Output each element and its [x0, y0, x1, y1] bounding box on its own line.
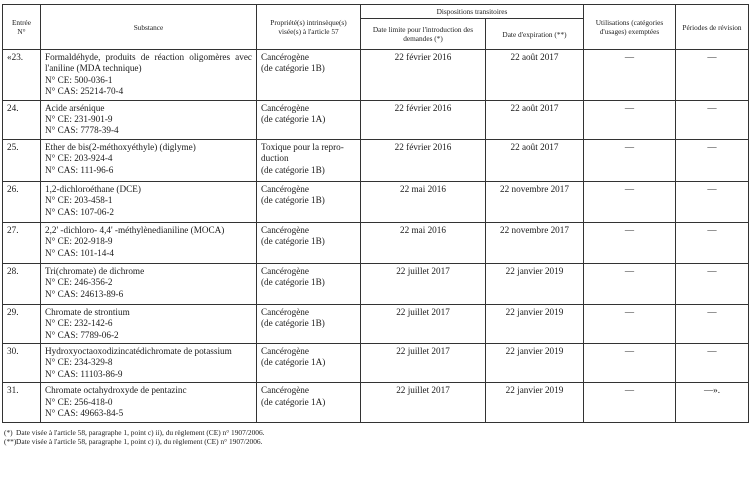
property-line: (de catégorie 1B) — [261, 318, 325, 329]
substance-cell — [41, 263, 257, 304]
review-period-cell: — — [676, 139, 749, 181]
annex-document — [2, 4, 748, 446]
entry-number-cell: 31. — [3, 383, 41, 422]
footnote-text: Date visée à l'article 58, paragraphe 1, point c) i), du règlement (CE) n° 1907/2006. — [16, 436, 263, 446]
sunset-date-cell: 22 août 2017 — [486, 100, 584, 139]
header-review-periods: Périodes de révision — [676, 5, 749, 50]
header-transitional: Dispositions transitoires — [361, 5, 584, 19]
substance-line: N° CE: 232-142-6 — [45, 318, 113, 329]
property-line: (de catégorie 1B) — [261, 164, 325, 175]
substance-line: N° CAS: 101-14-4 — [45, 247, 115, 258]
property-cell — [257, 139, 361, 181]
substance-line: N° CE: 500-036-1 — [45, 74, 113, 85]
review-period-cell: — — [676, 304, 749, 343]
application-date-cell: 22 juillet 2017 — [361, 344, 486, 383]
property-cell — [257, 344, 361, 383]
exempted-uses-cell: — — [584, 100, 676, 139]
entry-number-cell: 28. — [3, 263, 41, 304]
table-row — [3, 304, 749, 343]
table-body — [3, 50, 749, 423]
property-line: (de catégorie 1A) — [261, 114, 326, 125]
substance-line: N° CE: 202-918-9 — [45, 236, 113, 247]
property-line: (de catégorie 1B) — [261, 63, 325, 74]
header-row-top — [3, 5, 749, 19]
footnote-mark: (*) — [4, 427, 13, 437]
application-date-cell: 22 juillet 2017 — [361, 304, 486, 343]
substance-line: N° CAS: 7778-39-4 — [45, 125, 119, 136]
review-period-cell: —». — [676, 383, 749, 422]
substance-line: N° CAS: 7789-06-2 — [45, 329, 119, 340]
entry-number-cell: «23. — [3, 50, 41, 101]
footnote-mark: (**) — [4, 436, 17, 446]
exempted-uses-cell: — — [584, 222, 676, 263]
substance-line: N° CAS: 25214-70-4 — [45, 86, 124, 97]
exempted-uses-cell: — — [584, 383, 676, 422]
property-cell — [257, 304, 361, 343]
review-period-cell: — — [676, 222, 749, 263]
substance-line: N° CE: 246-356-2 — [45, 277, 113, 288]
property-cell — [257, 181, 361, 222]
substance-cell — [41, 100, 257, 139]
property-line: Cancérogène — [261, 265, 309, 276]
property-line: (de catégorie 1B) — [261, 236, 325, 247]
footnote-text: Date visée à l'article 58, paragraphe 1, point c) ii), du règlement (CE) n° 1907/2006. — [16, 427, 265, 437]
substance-line: Formaldéhyde, produits de réaction oligomères avec l'aniline (MDA technique) — [45, 52, 252, 74]
substance-line: Chromate octahydroxyde de pentazinc — [45, 385, 187, 396]
application-date-cell: 22 mai 2016 — [361, 222, 486, 263]
sunset-date-cell: 22 janvier 2019 — [486, 304, 584, 343]
substance-line: N° CAS: 107-06-2 — [45, 206, 115, 217]
application-date-cell: 22 février 2016 — [361, 139, 486, 181]
substance-cell — [41, 181, 257, 222]
substance-cell — [41, 50, 257, 101]
property-cell — [257, 50, 361, 101]
property-line: (de catégorie 1B) — [261, 195, 325, 206]
exempted-uses-cell: — — [584, 304, 676, 343]
sunset-date-cell: 22 janvier 2019 — [486, 344, 584, 383]
exempted-uses-cell: — — [584, 344, 676, 383]
substance-cell — [41, 304, 257, 343]
property-line: Cancérogène — [261, 385, 309, 396]
table-row — [3, 344, 749, 383]
header-sunset-date: Date d'expiration (**) — [486, 19, 584, 50]
substance-cell — [41, 139, 257, 181]
property-line: Cancérogène — [261, 52, 309, 62]
exempted-uses-cell: — — [584, 50, 676, 101]
entry-number-cell: 29. — [3, 304, 41, 343]
property-line: Cancérogène — [261, 183, 309, 194]
entry-number-cell: 24. — [3, 100, 41, 139]
entry-number-cell: 26. — [3, 181, 41, 222]
substance-line: N° CE: 203-924-4 — [45, 153, 113, 164]
property-line: Cancérogène — [261, 224, 309, 235]
review-period-cell: — — [676, 344, 749, 383]
header-application-date: Date limite pour l'introduction des demandes (*) — [361, 19, 486, 50]
substance-cell — [41, 344, 257, 383]
sunset-date-cell: 22 août 2017 — [486, 50, 584, 101]
sunset-date-cell: 22 novembre 2017 — [486, 181, 584, 222]
substances-table — [2, 4, 749, 423]
exempted-uses-cell: — — [584, 181, 676, 222]
substance-line: N° CAS: 49663-84-5 — [45, 408, 124, 419]
substance-line: N° CAS: 24613-89-6 — [45, 288, 124, 299]
table-row — [3, 263, 749, 304]
table-row — [3, 222, 749, 263]
exempted-uses-cell: — — [584, 139, 676, 181]
application-date-cell: 22 février 2016 — [361, 50, 486, 101]
substance-line: 2,2' -dichloro- 4,4' -méthylènedianiline (MOCA) — [45, 224, 225, 235]
review-period-cell: — — [676, 50, 749, 101]
substance-line: Chromate de strontium — [45, 306, 130, 317]
substance-line: Hydroxyoctaoxodizincatédichromate de potassium — [45, 346, 232, 357]
sunset-date-cell: 22 janvier 2019 — [486, 263, 584, 304]
substance-cell — [41, 222, 257, 263]
header-substance: Substance — [41, 5, 257, 50]
header-exempted-uses: Utilisations (catégories d'usages) exemptées — [584, 5, 676, 50]
header-properties: Propriété(s) intrinsèque(s) visée(s) à l'article 57 — [257, 5, 361, 50]
review-period-cell: — — [676, 100, 749, 139]
substance-line: N° CE: 256-418-0 — [45, 396, 113, 407]
table-row — [3, 181, 749, 222]
substance-line: 1,2-dichloroéthane (DCE) — [45, 183, 141, 194]
substance-line: N° CAS: 111-96-6 — [45, 164, 114, 175]
application-date-cell: 22 juillet 2017 — [361, 383, 486, 422]
sunset-date-cell: 22 novembre 2017 — [486, 222, 584, 263]
table-row — [3, 383, 749, 422]
application-date-cell: 22 février 2016 — [361, 100, 486, 139]
review-period-cell: — — [676, 181, 749, 222]
property-line: Toxique pour la repro- — [261, 141, 344, 152]
entry-number-cell: 30. — [3, 344, 41, 383]
property-line: (de catégorie 1B) — [261, 277, 325, 288]
entry-number-cell: 27. — [3, 222, 41, 263]
property-cell — [257, 263, 361, 304]
table-row — [3, 50, 749, 101]
entry-number-cell: 25. — [3, 139, 41, 181]
property-cell — [257, 222, 361, 263]
property-line: Cancérogène — [261, 102, 309, 113]
review-period-cell: — — [676, 263, 749, 304]
footnotes — [2, 428, 748, 446]
footnote — [4, 428, 748, 437]
substance-line: N° CE: 234-329-8 — [45, 357, 113, 368]
substance-line: Acide arsénique — [45, 102, 105, 113]
property-cell — [257, 100, 361, 139]
table-row — [3, 139, 749, 181]
sunset-date-cell: 22 janvier 2019 — [486, 383, 584, 422]
substance-line: N° CE: 203-458-1 — [45, 195, 113, 206]
sunset-date-cell: 22 août 2017 — [486, 139, 584, 181]
application-date-cell: 22 mai 2016 — [361, 181, 486, 222]
substance-cell — [41, 383, 257, 422]
substance-line: N° CAS: 11103-86-9 — [45, 368, 123, 379]
property-line: (de catégorie 1A) — [261, 396, 326, 407]
header-entry: Entrée N° — [3, 5, 41, 50]
application-date-cell: 22 juillet 2017 — [361, 263, 486, 304]
property-cell — [257, 383, 361, 422]
substance-line: Ether de bis(2-méthoxyéthyle) (diglyme) — [45, 141, 196, 152]
footnote — [4, 437, 748, 446]
table-row — [3, 100, 749, 139]
exempted-uses-cell: — — [584, 263, 676, 304]
property-line: Cancérogène — [261, 346, 309, 357]
substance-line: N° CE: 231-901-9 — [45, 114, 113, 125]
substance-line: Tri(chromate) de dichrome — [45, 265, 145, 276]
property-line: duction — [261, 153, 289, 164]
property-line: Cancérogène — [261, 306, 309, 317]
property-line: (de catégorie 1A) — [261, 357, 326, 368]
